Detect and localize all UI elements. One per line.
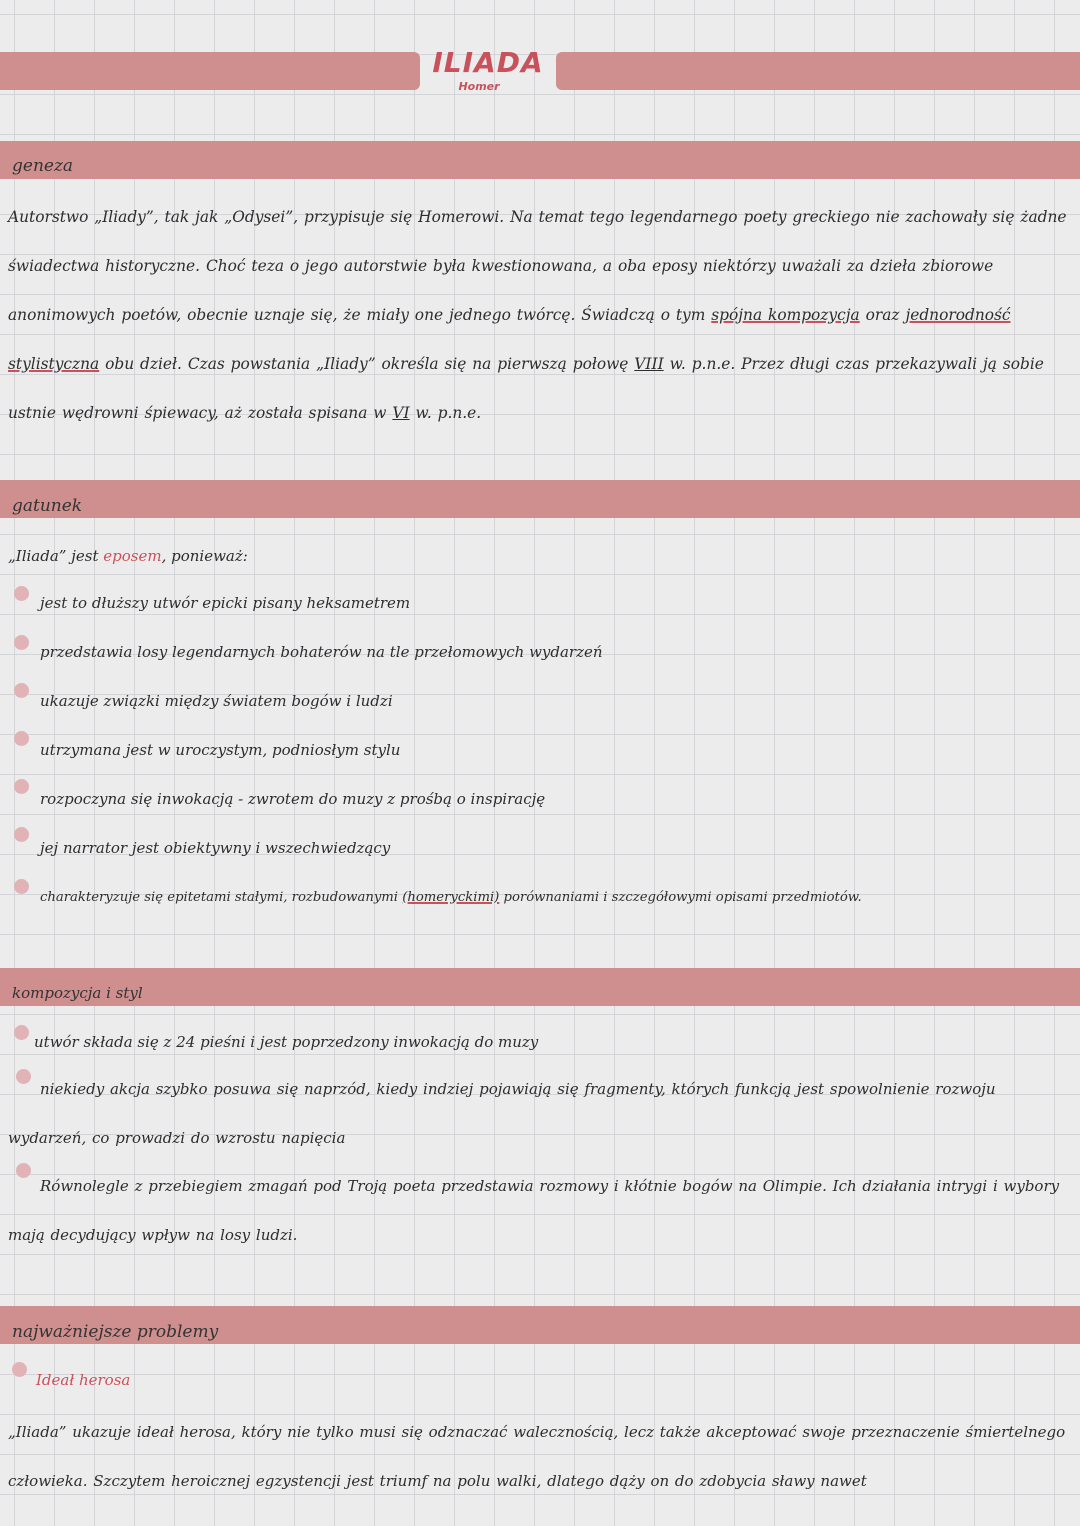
section-band-geneza	[0, 141, 1080, 179]
highlight-stylistyczna: jednorodność stylistyczna	[8, 306, 1011, 373]
geneza-paragraph: Autorstwo „Iliady”, tak jak „Odysei”, przypisuje się Homerowi. Na temat tego legendarnego poety greckiego nie zachowały się żadne świadectwa historyczne. Choć teza o jego autorstwie była kwestionowana, a oba eposy niektórzy uważali za dzieła zbiorowe anonimowych poetów, obecnie uznaje się, że miały one jednego twórcę. Świadczą o tym spójna kompozycja oraz jednorodność stylistyczna obu dzieł. Czas powstania „Iliady” określa się na pierwszą połowę VIII w. p.n.e. Przez długi czas przekazywali ją sobie ustnie wędrowni śpiewacy, aż została spisana w VI w. p.n.e.	[8, 208, 1067, 422]
highlight-eposem: eposem	[103, 547, 162, 565]
bullet-gatunek-6	[14, 827, 29, 842]
section-band-gatunek	[0, 480, 1080, 518]
page-title: ILIADA	[432, 46, 544, 79]
gatunek-item-4: utrzymana jest w uroczystym, podniosłym stylu	[40, 741, 401, 759]
kompozycja-item-3: Równolegle z przebiegiem zmagań pod Troją poeta przedstawia rozmowy i kłótnie bogów na Olimpie. Ich działania intrygi i wybory mają decydujący wpływ na losy ludzi.	[8, 1177, 1060, 1244]
section-title-gatunek: gatunek	[12, 496, 83, 516]
section-title-kompozycja: kompozycja i styl	[12, 984, 143, 1002]
gatunek-item-1: jest to dłuższy utwór epicki pisany heksametrem	[40, 594, 411, 612]
bullet-gatunek-3	[14, 683, 29, 698]
bullet-problemy-1	[12, 1362, 27, 1377]
page-author: Homer	[458, 80, 500, 93]
gatunek-item-5: rozpoczyna się inwokacją - zwrotem do muzy z prośbą o inspirację	[40, 790, 546, 808]
section-band-kompozycja	[0, 968, 1080, 1006]
kompozycja-item-1: utwór składa się z 24 pieśni i jest poprzedzony inwokacją do muzy	[34, 1033, 539, 1051]
problemy-subtitle: Ideał herosa	[36, 1371, 131, 1389]
gatunek-item-3: ukazuje związki między światem bogów i ludzi	[40, 692, 393, 710]
highlight-homeryckimi: (homeryckimi)	[402, 890, 500, 905]
header-band-right	[556, 52, 1080, 90]
gatunek-item-2: przedstawia losy legendarnych bohaterów na tle przełomowych wydarzeń	[40, 643, 603, 661]
century-viii: VIII	[634, 355, 664, 373]
kompozycja-item-2: niekiedy akcja szybko posuwa się naprzód, kiedy indziej pojawiają się fragmenty, których funkcją jest spowolnienie rozwoju wydarzeń, co prowadzi do wzrostu napięcia	[8, 1080, 996, 1147]
bullet-gatunek-2	[14, 635, 29, 650]
bullet-gatunek-5	[14, 779, 29, 794]
header-band-left	[0, 52, 420, 90]
gatunek-item-7: charakteryzuje się epitetami stałymi, rozbudowanymi (homeryckimi) porównaniami i szczegółowymi opisami przedmiotów.	[40, 890, 862, 905]
section-title-problemy: najważniejsze problemy	[12, 1322, 219, 1342]
bullet-gatunek-7	[14, 879, 29, 894]
highlight-kompozycja: spójna kompozycja	[711, 306, 860, 324]
bullet-kompozycja-1	[14, 1025, 29, 1040]
gatunek-item-6: jej narrator jest obiektywny i wszechwiedzący	[40, 839, 391, 857]
problemy-paragraph: „Iliada” ukazuje ideał herosa, który nie tylko musi się odznaczać walecznością, lecz także akceptować swoje przeznaczenie śmiertelnego człowieka. Szczytem heroicznej egzystencji jest triumf na polu walki, dlatego dąży on do zdobycia sławy nawet	[8, 1423, 1066, 1490]
section-title-geneza: geneza	[12, 156, 74, 176]
century-vi: VI	[392, 404, 410, 422]
bullet-gatunek-4	[14, 731, 29, 746]
bullet-gatunek-1	[14, 586, 29, 601]
gatunek-intro: „Iliada” jest eposem, ponieważ:	[8, 547, 248, 565]
